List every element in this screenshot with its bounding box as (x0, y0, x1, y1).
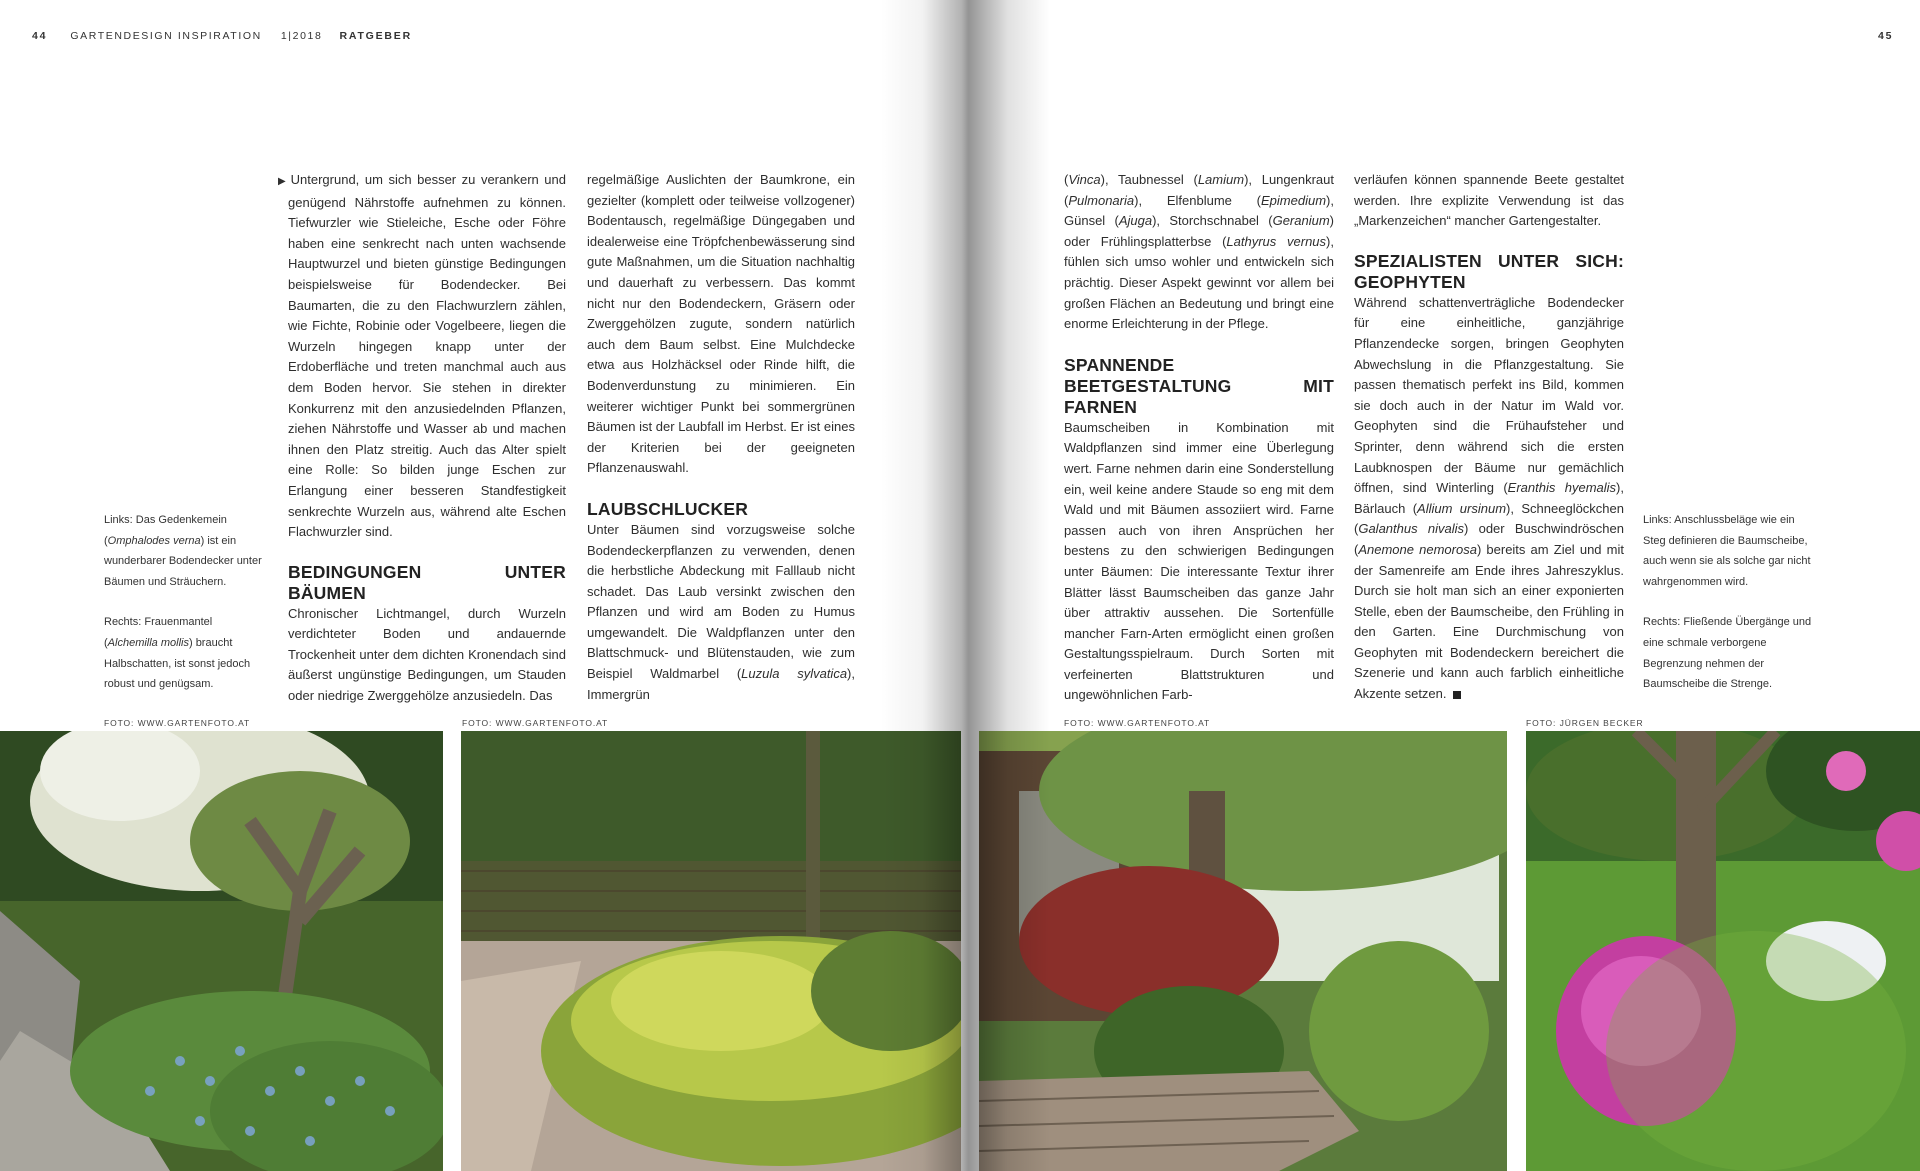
issue-number: 1|2018 (280, 30, 323, 42)
botanical-name: Allium ursinum (1417, 500, 1507, 516)
text-run: ) oder Frühlingsplatterbse ( (1064, 213, 1334, 249)
section-label: RATGEBER (339, 30, 412, 42)
right-page-number: 45 (1878, 30, 1894, 42)
photo-maple-deck (979, 731, 1507, 1171)
text-run: ) oder Buschwindröschen ( (1354, 521, 1624, 557)
photo-omphalodes-tree (0, 731, 443, 1171)
paragraph: Chronischer Lichtmangel, durch Wurzeln verdichteter Boden und andauernde Trockenheit unter dem dichten Kronendach sind äußerst ungünstige Bedingungen, um Stauden oder niedrige Zwerggehölze anzusiedeln. Das (288, 605, 566, 704)
text-column-2 (587, 170, 855, 705)
caption-text: Links: Anschlussbeläge wie ein Steg definieren die Baumscheibe, auch wenn sie als solche gar nicht wahrgenommen wird. (1643, 514, 1811, 588)
caption-text: Rechts: Fließende Übergänge und eine schmale verborgene Begrenzung nehmen der Baumscheibe die Strenge. (1643, 616, 1812, 691)
text-run: Während schattenverträgliche Bodendecker für eine einheitliche, ganzjährige Pflanzendecke sorgen, bringen Geophyten Abwechslung in die Pflanzgestaltung. Sie passen thematisch perfekt ins Bild, kommen sie doch auch in der Natur im Wald vor. Geophyten sind die Frühaufsteher und Sprinter, denn während sich die ersten Laubknospen der Bäume nur gemächlich öffnen, sind Winterling ( (1354, 294, 1624, 496)
photo-credit: FOTO: WWW.GARTENFOTO.AT (462, 718, 609, 728)
caption-text: Rechts: Frauenmantel (Alchemilla mollis) braucht Halbschatten, ist sonst jedoch robust und genügsam. (104, 616, 251, 691)
botanical-name: Galanthus nivalis (1358, 521, 1464, 537)
text-run: ) bereits am Ziel und mit der Samenreife am Ende ihres Jahreszyklus. Durch sie holt man sich an einer exponierten Stelle, eben der Baumscheibe, den Frühling in den Garten. Eine Durchmischung von Geophyten mit Bodendeckern bereichert die Szenerie und kann auch farblich einheitliche Akzente setzen. (1354, 541, 1624, 702)
arrow-icon: ▶ (278, 176, 288, 187)
text-run: ), Taubnessel ( (1100, 172, 1198, 187)
end-mark (1453, 691, 1461, 699)
text-run: ), Günsel ( (1064, 192, 1334, 229)
left-page-number: 44 (32, 30, 48, 42)
section-heading: LAUBSCHLUCKER (587, 498, 749, 519)
paragraph: verläufen können spannende Beete gestaltet werden. Ihre explizite Verwendung ist das „Markenzeichen“ mancher Gartengestalter. (1354, 172, 1624, 229)
right-folio (1878, 30, 1893, 42)
caption-text: Links: Das Gedenkemein (Omphalodes verna) ist ein wunderbarer Bodendecker unter Bäumen und Sträuchern. (104, 514, 262, 588)
text-run: ), fühlen sich umso wohler und entwickeln sich prächtig. Dieser Aspekt gewinnt vor allem bei großen Flächen an Bedeutung und bringt eine enorme Erleichterung in der Pflege. (1064, 233, 1334, 332)
botanical-name: Geranium (1272, 213, 1330, 229)
text-run: ), Elfenblume ( (1134, 192, 1262, 208)
paragraph: regelmäßige Auslichten der Baumkrone, ein gezielter (komplett oder teilweise vollzogener) Bodentausch, regelmäßige Düngegaben und idealerweise eine Tröpfchenbewässerung sind gute Maßnahmen, um die Situation nachhaltig und dauerhaft zu verbessern. Das kommt nicht nur den Bodendeckern, Gräsern oder Zwerggehölzen zugute, sondern natürlich auch dem Baum selbst. Eine Mulchdecke etwa aus Holzhäcksel oder Rinde hilft, die Bodenverdunstung zu minimieren. Ein weiterer wichtiger Punkt bei sommergrünen Bäumen ist der Laubfall im Herbst. Er ist eines der Kriterien bei der geeigneten Pflanzenauswahl. (587, 172, 855, 476)
section-heading: SPEZIALISTEN UNTER SICH: GEOPHYTEN (1354, 250, 1624, 292)
photo-azalea-lawn (1526, 731, 1920, 1171)
section-heading: SPANNENDE BEETGESTALTUNG MIT FARNEN (1064, 354, 1334, 417)
botanical-name: Vinca (1068, 172, 1101, 187)
text-run: ( (1064, 172, 1069, 187)
text-column-1 (278, 170, 566, 707)
text-run: ), Schneeglöckchen ( (1354, 500, 1624, 537)
text-run: ), Lungenkraut ( (1064, 172, 1334, 208)
botanical-name: Lathyrus vernus (1226, 233, 1327, 249)
text-run: ), Storchschnabel ( (1152, 213, 1273, 229)
section-heading: BEDINGUNGEN UNTER BÄUMEN (288, 561, 566, 603)
botanical-name: Pulmonaria (1068, 192, 1135, 208)
text-column-4 (1354, 170, 1624, 705)
caption-right (1643, 510, 1818, 695)
botanical-name: Lamium (1197, 172, 1245, 187)
caption-left (104, 510, 264, 695)
botanical-name: Epimedium (1261, 192, 1327, 208)
photo-credit: FOTO: JÜRGEN BECKER (1526, 718, 1644, 728)
botanical-name: Anemone nemorosa (1358, 541, 1477, 557)
text-column-3 (1064, 170, 1334, 706)
paragraph: Baumscheiben in Kombination mit Waldpflanzen sind immer eine Überlegung wert. Farne nehmen darin eine Sonderstellung ein, weil keine andere Staude so eng mit dem Wald und mit Bäumen assoziiert wird. Farne passen auch von ihren Ansprüchen her bestens zu den schwierigen Bedingungen unter Bäumen: Die interessante Textur ihrer Blätter lässt Baumscheiben das ganze Jahr über attraktiv aussehen. Die Sortenfülle mancher Farn-Arten ermöglicht einen großen Gestaltungsspielraum. Durch Sorten mit verfeinerten Blattstrukturen und ungewöhnlichen Farb- (1064, 419, 1334, 703)
paragraph (1064, 170, 1334, 335)
paragraph: Unter Bäumen sind vorzugsweise solche Bodendeckerpflanzen zu verwenden, denen die herbstliche Abdeckung mit Falllaub nicht schadet. Das Laub versinkt zwischen den Pflanzen und wird am Boden zu Humus umgewandelt. Die Waldpflanzen unter den Blattschmuck- und Blütenstauden, wie zum Beispiel Waldmarbel (Luzula sylvatica), Immergrün (587, 521, 855, 702)
photo-alchemilla-mound (461, 731, 961, 1171)
botanical-name: Ajuga (1118, 213, 1153, 229)
photo-credit: FOTO: WWW.GARTENFOTO.AT (1064, 718, 1211, 728)
left-folio (32, 30, 412, 42)
text-run: ), Bärlauch ( (1354, 480, 1624, 516)
magazine-name: GARTENDESIGN INSPIRATION (70, 30, 262, 42)
botanical-name: Eranthis hyemalis (1507, 480, 1617, 496)
paragraph (1354, 295, 1624, 701)
paragraph: ▶ Untergrund, um sich besser zu verankern und genügend Nährstoffe aufnehmen zu können. Tiefwurzler wie Stieleiche, Esche oder Föhre haben eine senkrecht nach unten wachsende Hauptwurzel und bieten günstige Bedingungen beispielsweise für Bodendecker. Bei Baumarten, die zu den Flachwurzlern zählen, wie Fichte, Robinie oder Vogelbeere, liegen die Wurzeln hingegen knapp unter der Erdoberfläche und treten manchmal auch aus dem Boden hervor. Sie stehen in direkter Konkurrenz mit den anzusiedelnden Pflanzen, ziehen Nährstoffe und Wasser ab und machen ihnen den Platz streitig. Auch das Alter spielt eine Rolle: So bilden junge Eschen zur Erlangung einer besseren Standfestigkeit senkrechte Wurzeln aus, während alte Eschen Flachwurzler sind. (278, 172, 566, 540)
photo-credit: FOTO: WWW.GARTENFOTO.AT (104, 718, 251, 728)
